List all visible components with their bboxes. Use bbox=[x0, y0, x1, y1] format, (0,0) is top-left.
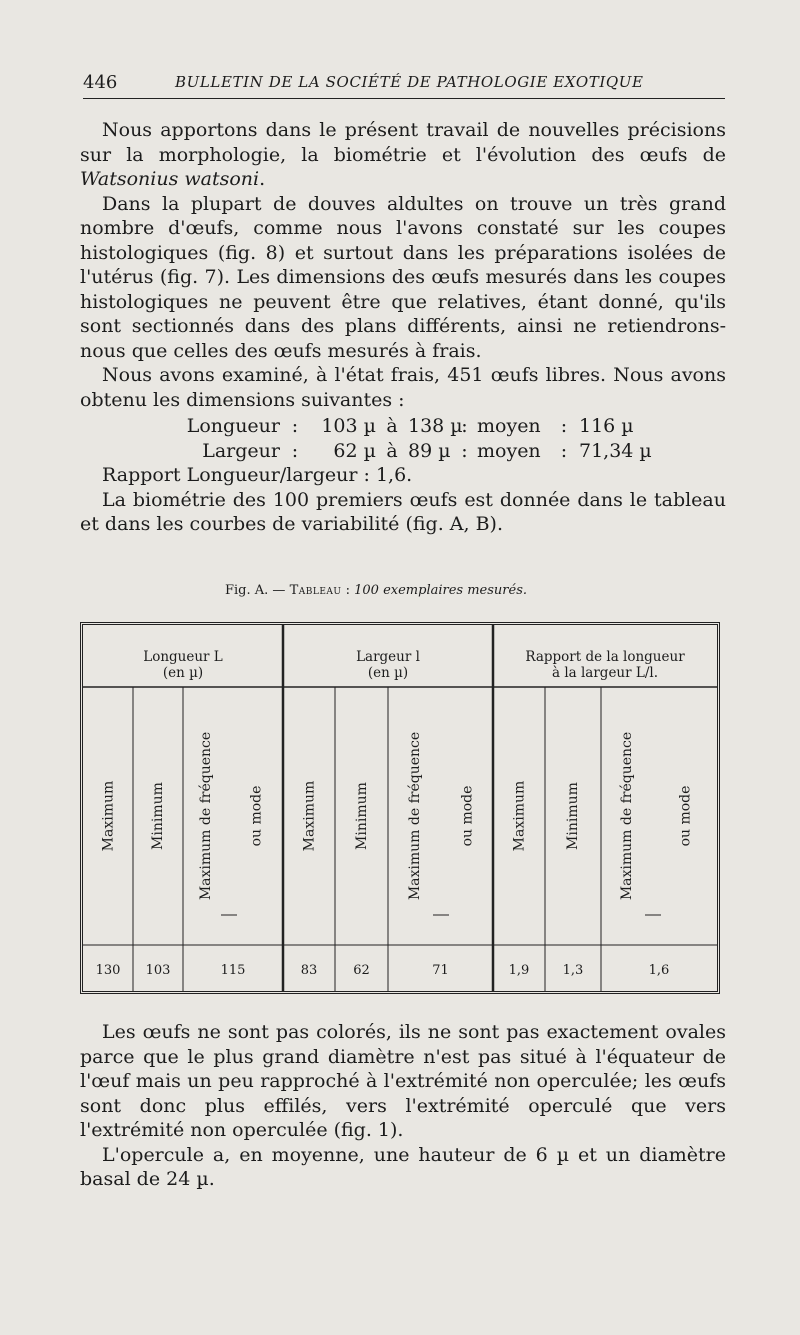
column-header-9: Maximum bbox=[510, 780, 527, 852]
paragraph-operculum: L'opercule a, en moyenne, une hauteur de 6 µ et un diamètre basal de 24 µ. bbox=[80, 1143, 726, 1190]
column-header-7: Maximum de fréquence bbox=[406, 731, 423, 901]
table-value: 103 bbox=[145, 963, 171, 978]
table-value: 1,9 bbox=[508, 963, 530, 978]
column-header-3: Maximum de fréquence bbox=[198, 731, 215, 901]
column-header-10: Minimum bbox=[564, 782, 581, 850]
dimensions-block bbox=[185, 414, 726, 463]
table-value: 115 bbox=[220, 963, 246, 978]
biometry-table bbox=[80, 622, 720, 994]
figure-caption: Fig. A. — Tableau : 100 exemplaires mesurés. bbox=[225, 583, 528, 598]
table-value: 83 bbox=[300, 963, 318, 978]
dimension-row-length: Longueur : 103 µ à 138 µ : moyen : 116 µ bbox=[186, 415, 634, 437]
dimension-row-width: Largeur : 62 µ à 89 µ : moyen : 71,34 µ bbox=[202, 439, 652, 462]
group-header-3: Rapport de la longueur à la largeur L/l. bbox=[525, 649, 685, 681]
column-header-12: ou mode bbox=[676, 785, 693, 847]
column-header-5: Maximum bbox=[300, 780, 317, 852]
paragraph-shape: Les œufs ne sont pas colorés, ils ne sont pas exactement ovales parce que le plus grand diamètre n'est pas situé à l'équateur de l'œuf mais un peu rapproché à l'extrémité non operculée; les œufs sont donc plus effilés, vers l'extrémité operculé que vers l'extrémité non operculée (fig. 1). bbox=[80, 1021, 726, 1141]
column-header-6: Minimum bbox=[353, 782, 370, 850]
ratio-line: Rapport Longueur/largeur : 1,6. bbox=[102, 464, 413, 486]
column-header-8: ou mode bbox=[458, 785, 475, 847]
paragraph-biometry: La biométrie des 100 premiers œufs est donnée dans le tableau et dans les courbes de variabilité (fig. A, B). bbox=[80, 488, 726, 535]
paragraph-eggs-count: Dans la plupart de douves aldultes on trouve un très grand nombre d'œufs, comme nous l'avons constaté sur les coupes histologiques (fig. 8) et surtout dans les préparations isolées de l'utérus (fig. 7). Les dimensions des œufs mesurés dans les coupes histologiques ne peuvent être que relatives, étant donné, qu'ils sont sectionnés dans des plans différents, ainsi ne retiendrons-nous que celles des œufs mesurés à frais. bbox=[80, 192, 726, 362]
table-value: 71 bbox=[432, 963, 449, 978]
species-name: Watsonius watsoni bbox=[80, 168, 260, 190]
paragraph-examined: Nous avons examiné, à l'état frais, 451 œufs libres. Nous avons obtenu les dimensions suivantes : bbox=[80, 364, 726, 411]
body-text-bottom bbox=[80, 1020, 726, 1192]
column-header-4: ou mode bbox=[247, 785, 264, 847]
group-header-1: Longueur L (en µ) bbox=[143, 649, 223, 681]
running-title: BULLETIN DE LA SOCIÉTÉ DE PATHOLOGIE EXOTIQUE bbox=[175, 73, 644, 91]
paragraph-intro: Nous apportons dans le présent travail de nouvelles précisions sur la morphologie, la biométrie et l'évolution des œufs de Watsonius watsoni. bbox=[80, 119, 726, 190]
column-header-2: Minimum bbox=[149, 782, 166, 850]
page-header bbox=[83, 68, 725, 99]
table-value: 1,3 bbox=[562, 963, 584, 978]
table-value: 1,6 bbox=[648, 963, 670, 978]
column-header-11: Maximum de fréquence bbox=[619, 731, 636, 901]
table-value: 130 bbox=[95, 963, 121, 978]
body-text-top bbox=[80, 118, 726, 537]
page-number: 446 bbox=[83, 72, 118, 93]
group-header-2: Largeur l (en µ) bbox=[356, 649, 420, 681]
table-value: 62 bbox=[353, 963, 370, 978]
column-header-1: Maximum bbox=[99, 780, 116, 852]
